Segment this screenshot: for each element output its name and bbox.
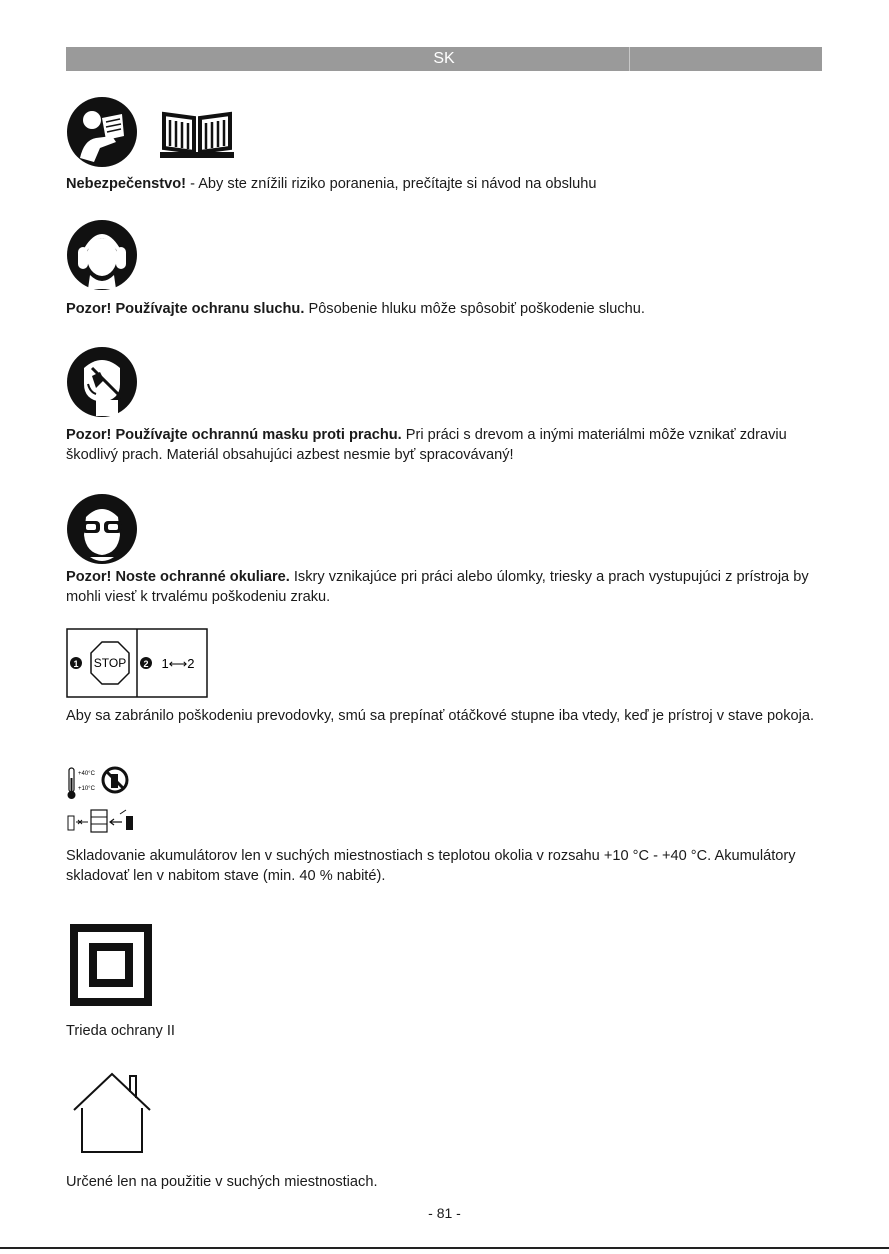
section-gear-switch — [66, 706, 836, 726]
stop-label: STOP — [93, 656, 127, 670]
temp-max-label: +40°C — [78, 771, 95, 777]
warning-text: Skladovanie akumulátorov len v suchých miestnostiach s teplotou okolia v rozsahu +10 °C - +40 °C. Akumulátory skladovať len v nabitom stave (min. 40 % nabité). — [66, 848, 796, 884]
warning-text: Trieda ochrany II — [66, 1023, 175, 1039]
protection-class-ii-icon — [70, 924, 152, 1006]
read-manual-icon — [66, 96, 138, 168]
header-divider — [629, 47, 630, 71]
warning-strong: Pozor! Používajte ochranu sluchu. — [66, 301, 305, 317]
warning-text: Iskry vznikajúce pri práci alebo úlomky, triesky a prach vystupujúci z prístroja by mohli viesť k trvalému poškodeniu zraku. — [66, 569, 809, 605]
section-dust-mask — [66, 425, 836, 465]
warning-text: Pri práci s drevom a inými materiálmi môže vznikať zdraviu škodlivý prach. Materiál obsahujúci azbest nesmie byť spracovávaný! — [66, 427, 787, 463]
warning-text: - Aby ste znížili riziko poranenia, prečítajte si návod na obsluhu — [186, 176, 597, 192]
section-protection-class — [66, 1021, 836, 1041]
warning-strong: Pozor! Používajte ochrannú masku proti prachu. — [66, 427, 402, 443]
language-label: SK — [433, 50, 455, 67]
gear-switch-symbol — [66, 628, 208, 698]
section-read-manual — [66, 174, 836, 194]
warning-text: Aby sa zabránilo poškodeniu prevodovky, smú sa prepínať otáčkové stupne iba vtedy, keď je prístroj v stave pokoja. — [66, 708, 815, 724]
ear-protection-icon — [66, 219, 138, 291]
warning-strong: Pozor! Noste ochranné okuliare. — [66, 569, 290, 585]
warning-text: Určené len na použitie v suchých miestnostiach. — [66, 1174, 378, 1190]
page-number: - 81 - — [428, 1205, 461, 1221]
speed-switch-label: 1⟷2 — [161, 656, 195, 671]
dust-mask-icon — [66, 346, 138, 418]
language-header-bar — [66, 47, 822, 71]
section-indoor-use — [66, 1172, 836, 1192]
section-ear-protection — [66, 299, 836, 319]
section-eye-protection — [66, 567, 836, 607]
warning-text: Pôsobenie hluku môže spôsobiť poškodenie sluchu. — [304, 301, 645, 317]
temp-min-label: +10°C — [78, 786, 95, 792]
svg-text:2: 2 — [143, 659, 149, 669]
section-battery-storage — [66, 846, 836, 886]
book-icon — [158, 108, 236, 160]
indoor-use-icon — [72, 1070, 154, 1154]
svg-text:1: 1 — [73, 659, 79, 669]
bottom-rule — [0, 1247, 889, 1249]
warning-strong: Nebezpečenstvo! — [66, 176, 187, 192]
battery-storage-icon — [66, 766, 156, 836]
eye-protection-icon — [66, 493, 138, 565]
